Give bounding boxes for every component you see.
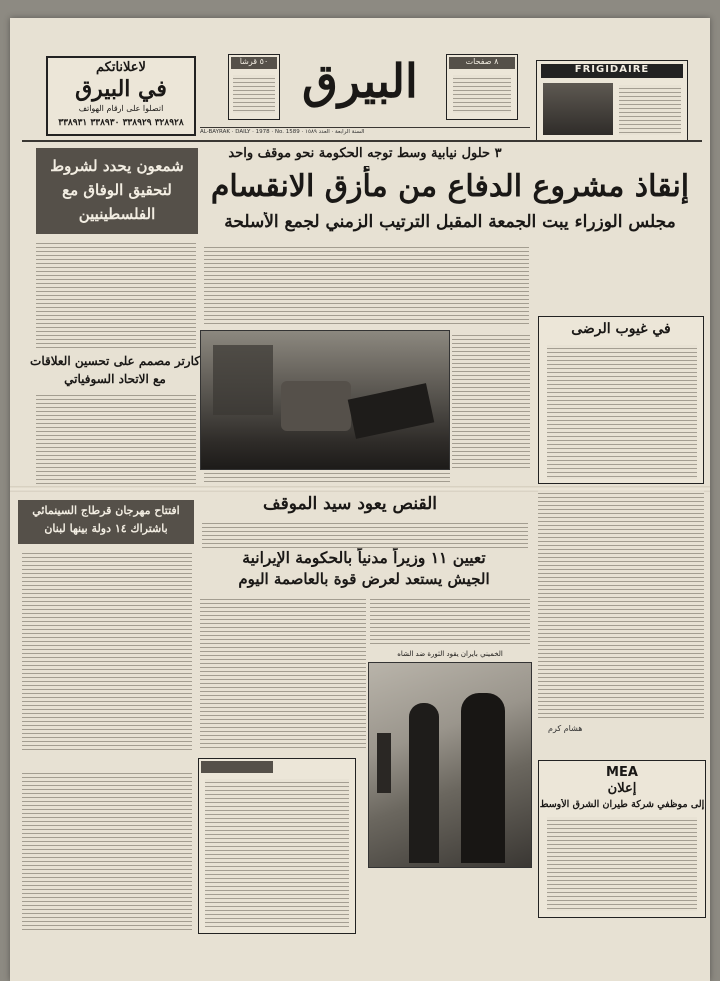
masthead-rule bbox=[22, 140, 702, 142]
sniper-text bbox=[202, 520, 528, 548]
right-lower-text bbox=[538, 490, 704, 718]
left-ad-line1: لاعلاناتكم bbox=[96, 60, 146, 75]
small-box-tag bbox=[201, 761, 273, 773]
frigidaire-ad bbox=[536, 60, 688, 142]
mea-title: إعلان bbox=[607, 781, 637, 796]
small-box-1 bbox=[198, 758, 356, 934]
photo-side-text bbox=[452, 332, 530, 468]
masthead-title: البيرق bbox=[302, 54, 418, 108]
left-column-text-1 bbox=[36, 240, 196, 348]
price-box-left bbox=[228, 54, 280, 120]
right-side-headline: في غيوب الرضى bbox=[571, 321, 671, 337]
chamoun-headline: شمعون يحدد لشروط لتحقيق الوفاق مع الفلسطينيين bbox=[50, 157, 184, 223]
carter-headline: كارتر مصمم على تحسين العلاقات مع الاتحاد السوفياتي bbox=[30, 354, 200, 386]
date-line: AL-BAYRAK · DAILY · 1978 · No. 1589 · السنة الرابعة · العدد ١٥٨٩ bbox=[200, 129, 365, 135]
price-left: ٥٠ قرشاً bbox=[231, 57, 277, 69]
mea-brand: MEA bbox=[606, 765, 638, 780]
signature: هشام كرم bbox=[548, 724, 583, 733]
iran-headline-1: تعيين ١١ وزيراً مدنياً بالحكومة الإيرانية bbox=[242, 548, 486, 567]
festival-headline: افتتاح مهرجان قرطاج السينمائي bbox=[32, 504, 180, 517]
left-column-text-2 bbox=[36, 392, 196, 484]
frigidaire-text bbox=[619, 85, 681, 135]
date-line-rule bbox=[200, 127, 530, 128]
frigidaire-logo: FRIGIDAIRE bbox=[541, 64, 683, 78]
festival-sub: باشتراك ١٤ دولة بينها لبنان bbox=[44, 522, 168, 535]
right-side-text bbox=[547, 345, 697, 479]
price-box-right bbox=[446, 54, 518, 120]
festival-box bbox=[18, 500, 194, 544]
bottom-left-text bbox=[22, 770, 192, 930]
kicker-headline: ٣ حلول نيابية وسط توجه الحكومة نحو موقف واحد bbox=[228, 146, 502, 161]
sub-headline: مجلس الوزراء يبت الجمعة المقبل الترتيب الزمني لجمع الأسلحة bbox=[224, 212, 676, 232]
iran-headline-2: الجيش يستعد لعرض قوة بالعاصمة اليوم bbox=[238, 570, 490, 588]
left-ad-phones: ٣٢٨٩٢٨ ٣٣٨٩٢٩ ٣٣٨٩٣٠ ٣٣٨٩٣١ bbox=[58, 118, 184, 128]
left-ad-line2: في البيرق bbox=[75, 76, 167, 102]
demolition-photo bbox=[200, 330, 450, 470]
center-text-upper bbox=[204, 244, 529, 326]
price-right: ٨ صفحات bbox=[449, 57, 515, 69]
small-box-text bbox=[205, 779, 349, 927]
lower-left-text bbox=[22, 550, 192, 750]
khomeini-photo bbox=[368, 662, 532, 868]
lower-center-text-2 bbox=[370, 596, 530, 646]
chamoun-box bbox=[36, 148, 198, 234]
main-headline: إنقاذ مشروع الدفاع من مأزق الانقسام bbox=[210, 169, 690, 204]
price-right-text bbox=[453, 75, 511, 113]
khomeini-caption: الخميني بايران يقود الثورة ضد الشاه bbox=[397, 650, 503, 658]
left-ad-box bbox=[46, 56, 196, 136]
right-side-box bbox=[538, 316, 704, 484]
photo-caption bbox=[204, 470, 450, 482]
mea-ad-box bbox=[538, 760, 706, 918]
frigidaire-photo bbox=[543, 83, 613, 135]
mea-sub: إلى موظفي شركة طيران الشرق الأوسط bbox=[539, 799, 705, 810]
mea-text bbox=[547, 817, 697, 911]
sniper-headline: القنص يعود سيد الموقف bbox=[262, 494, 438, 514]
lower-center-text bbox=[200, 596, 366, 748]
price-left-text bbox=[233, 75, 275, 113]
left-ad-line3: اتصلوا على ارقام الهواتف bbox=[78, 104, 164, 113]
